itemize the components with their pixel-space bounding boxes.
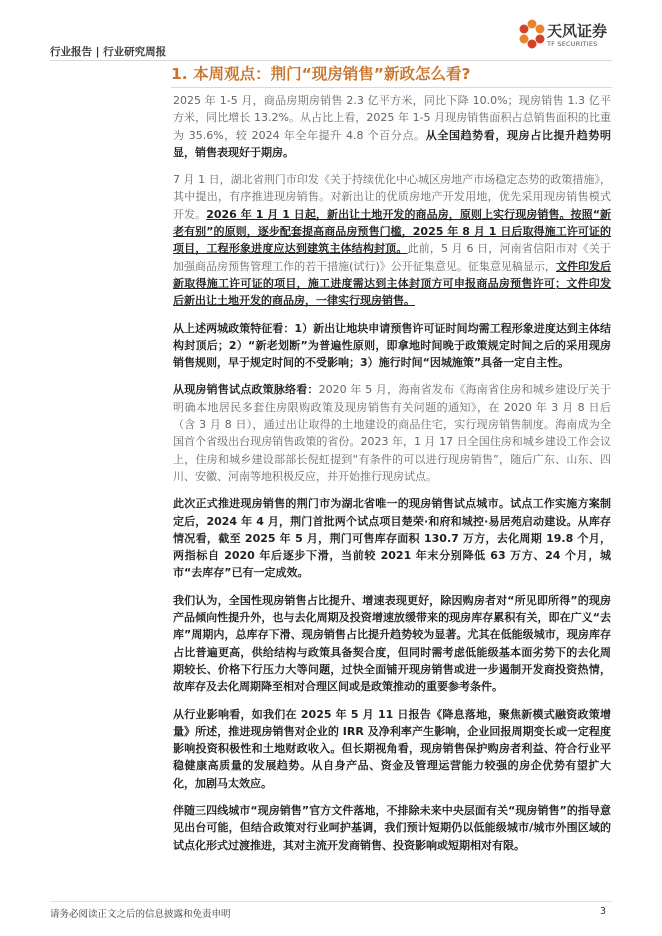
paragraph-emphasis: 从全国趋势看，现房占比提升趋势明显，销售表现好于期房。 <box>173 128 612 159</box>
paragraph-emphasis: 我们认为，全国性现房销售占比提升、增速表现更好，除因购房者对“所见即所得”的现房产品倾向性提升外，也与去化周期及投资增速放缓带来的现房库存累积有关，即在广义“去库”周期内，总库存下滑、现房销售占比提升趋势较为显著。尤其在低能级城市，现房库存占比普遍更高，供给结构与政策具备契合度，但同时需考虑低能级基本面劣势下的去化周期较长、价格下行压力大等问题，过快全面铺开现房销售或进一步遏制开发商投资热情，故库存及去化周期降至相对合理区间或是政策推动的重要参考条件。 <box>173 593 611 694</box>
footer-divider <box>50 901 612 902</box>
paragraph-emphasis: 此次正式推进现房销售的荆门市为湖北省唯一的现房销售试点城市。试点工作实施方案制定后，2024 年 4 月，荆门首批两个试点项目楚荣·和府和城控·易居苑启动建设。从库存情况看，截至 2025 年 5 月，荆门可售库存面积 130.7 万方，去化周期 19.8 个月，两指标自 2020 年后逐步下滑，当前较 2021 年末分别降低 63 万方、24 个月，城市“去库存”已有一定成效。 <box>173 497 611 580</box>
title-divider <box>171 87 612 88</box>
flower-logo-icon <box>518 18 546 52</box>
logo-subtitle: TF SECURITIES <box>547 40 598 48</box>
paragraph-text: 此前，5 月 6 日，河南省信阳市对《关于加强商品房预售管理工作的若干措施(试行)》公开征集意见。征集意见稿显示， <box>173 242 611 273</box>
report-category-header: 行业报告 | 行业研究周报 <box>50 46 167 58</box>
paragraph-text: 2025 年 1-5 月，商品房期房销售 2.3 亿平方米，同比下降 10.0%；现房销售 1.3 亿平方米，同比增长 13.2%。从占比上看，2025 年 1-5 月现房销售面积占总销售面积的比重为 35.6%，较 2024 年全年提升 4.8 个百分点。 <box>173 94 611 142</box>
paragraph <box>173 381 611 485</box>
footer-disclaimer: 请务必阅读正文之后的信息披露和免责申明 <box>50 909 231 920</box>
paragraph <box>173 592 611 696</box>
company-logo <box>518 16 618 56</box>
paragraph-emphasis: 从现房销售试点政策脉络看： <box>173 383 319 397</box>
logo-name: 天风证券 <box>547 22 608 40</box>
paragraph-emphasis: 伴随三四线城市“现房销售”官方文件落地，不排除未来中央层面有关“现房销售”的指导意见出台可能，但结合政策对行业呵护基调，我们预计短期仍以低能级城市/城市外围区域的试点化形式过渡推进，其对主流开发商销售、投资影响或短期相对有限。 <box>173 803 611 852</box>
paragraph <box>173 171 611 309</box>
paragraph <box>173 706 611 792</box>
paragraph <box>173 802 611 854</box>
paragraph <box>173 495 611 581</box>
paragraph-emphasis: 从上述两城政策特征看：1）新出让地块申请预售许可证时间均需工程形象进度达到主体结构封顶后；2）“新老划断”为普遍性原则，即拿地时间晚于政策规定时间之后的采用现房销售规则，早于规定时间的不受影响；3）施行时间“因城施策”具备一定自主性。 <box>173 321 611 370</box>
header-divider <box>50 60 612 61</box>
paragraph-text: 2020 年 5 月，海南省发布《海南省住房和城乡建设厅关于明确本地居民多套住房限购政策及现房销售有关问题的通知》，在 2020 年 3 月 8 日后（含 3 月 8 日），通过出让取得的土地建设的商品住宅，实行现房销售制度。海南成为全国首个省级出台现房销售政策的省份。2023 年，1 月 17 日全国住房和城乡建设工作会议上，住房和城乡建设部部长倪虹提到“有条件的可以进行现房销售”，随后广东、山东、四川、安徽、河南等地积极反应，并开始推行现房试点。 <box>173 383 611 483</box>
page-number: 3 <box>600 906 607 917</box>
section-title: 1. 本周观点：荆门“现房销售”新政怎么看? <box>171 65 471 83</box>
paragraph <box>173 320 611 372</box>
paragraph <box>173 92 611 161</box>
paragraph-emphasis: 从行业影响看，如我们在 2025 年 5 月 11 日报告《降息落地，聚焦新模式融资政策增量》所述，推进现房销售对企业的 IRR 及净利率产生影响，企业回报周期变长或一定程度影响投资积极性和土地财政收入。但长期视角看，现房销售保护购房者利益、符合行业平稳健康高质量的发展趋势。从自身产品、资金及管理运营能力较强的房企优势有望扩大化，加剧马太效应。 <box>173 707 611 790</box>
report-body <box>173 92 611 864</box>
paragraph-emphasis: 文件印发后新取得施工许可证的项目，施工进度需达到主体封顶方可申报商品房预售许可；文件印发后新出让土地开发的商品房，一律实行现房销售。 <box>173 259 611 308</box>
paragraph-text: 7 月 1 日，湖北省荆门市印发《关于持续优化中心城区房地产市场稳定态势的政策措施》，其中提出，有序推进现房销售。对新出让的优质房地产开发用地，优先采用现房销售模式开发。 <box>173 173 611 221</box>
paragraph-emphasis: 2026 年 1 月 1 日起，新出让土地开发的商品房，原则上实行现房销售。按照“新老有别”的原则，逐步配套提高商品房预售门槛，2025 年 8 月 1 日后取得施工许可证的项目，工程形象进度应达到建筑主体结构封顶。 <box>173 207 611 256</box>
